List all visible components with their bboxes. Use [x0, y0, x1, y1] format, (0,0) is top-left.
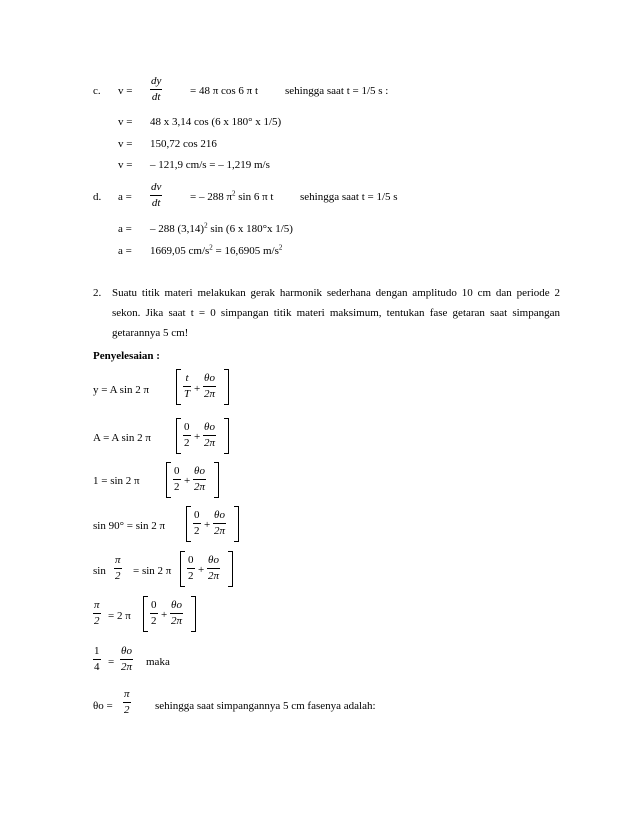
plus-sign: + — [161, 609, 168, 621]
eq7-equals: = — [108, 656, 115, 668]
right-bracket — [228, 551, 233, 587]
left-bracket — [180, 551, 185, 587]
eq2-lhs: A = A sin 2 π — [93, 432, 151, 444]
eq4-lhs: sin 90° = sin 2 π — [93, 520, 166, 532]
problem-text: Suatu titik materi melakukan gerak harmonik sederhana dengan amplitudo 10 cm dan periode 2 sekon. Jika saat t = 0 simpangan titik materi maksimum, tentukan fase getaran saat simpangan getarannya 5 cm! — [112, 287, 560, 339]
part-d-a-eq: a = — [118, 191, 132, 203]
eq7-theta-frac: θo 2π — [121, 645, 133, 673]
eq1-lhs: y = A sin 2 π — [93, 384, 150, 396]
solution-heading: Penyelesaian : — [93, 350, 160, 362]
eq5-pi-frac: π 2 — [115, 554, 121, 582]
plus-sign: + — [184, 475, 191, 487]
eq8-pi-frac: π 2 — [124, 688, 130, 716]
part-d-line2-rhs: 1669,05 $cm/s^2 = 16,6905$ $m/s^2$ — [150, 243, 283, 257]
eq3-frac2: θo 2π — [194, 465, 206, 493]
frac-denominator: dt — [151, 197, 161, 209]
eq5-frac2: θo 2π — [208, 554, 220, 582]
left-bracket — [186, 506, 191, 542]
part-c-line1-lhs: v = — [118, 116, 133, 128]
eq6-frac2: θo 2π — [171, 599, 183, 627]
part-c-v-eq: v = — [118, 85, 133, 97]
eq5-sin: sin — [93, 565, 106, 577]
part-c-condition: sehingga saat t = 1/5 s : — [285, 85, 389, 97]
right-bracket — [224, 418, 229, 454]
left-bracket — [143, 596, 148, 632]
part-c-label: c. — [93, 85, 101, 97]
fraction-bar — [150, 195, 162, 196]
eq5-frac1: 0 2 — [188, 554, 194, 582]
eq6-pi-frac: π 2 — [94, 599, 100, 627]
eq5-rhs: = sin 2 π — [133, 565, 172, 577]
part-d-line1-rhs: – 288 $(3,14)^2$ sin (6 x 180°x 1/5) — [150, 221, 293, 235]
eq3-lhs: 1 = sin 2 π — [93, 475, 140, 487]
right-bracket — [214, 462, 219, 498]
right-bracket — [234, 506, 239, 542]
fraction-bar — [150, 89, 162, 90]
frac-numerator: dy — [151, 75, 162, 87]
part-d-dvdt-fraction — [150, 182, 162, 209]
part-c-line2-rhs: 150,72 cos 216 — [150, 138, 217, 150]
eq7-maka: maka — [146, 656, 170, 668]
left-bracket — [176, 369, 181, 405]
left-bracket — [166, 462, 171, 498]
eq1-frac1: t T — [184, 372, 191, 400]
left-bracket — [176, 418, 181, 454]
frac-denominator: dt — [151, 91, 161, 103]
eq4-frac1: 0 2 — [194, 509, 200, 537]
eq3-frac1: 0 2 — [174, 465, 180, 493]
eq8-text: sehingga saat simpangannya 5 cm fasenya adalah: — [155, 700, 376, 712]
eq6-rhs: = 2 π — [108, 610, 131, 622]
right-bracket — [224, 369, 229, 405]
eq2-frac1: 0 2 — [184, 421, 190, 449]
part-c-line1-rhs: 48 x 3,14 cos (6 x 180° x 1/5) — [150, 116, 282, 128]
right-bracket — [191, 596, 196, 632]
part-c-line3-lhs: v = — [118, 159, 133, 171]
frac-numerator: dv — [151, 181, 162, 193]
part-c-line3-rhs: – 121,9 cm/s = – 1,219 m/s — [150, 159, 270, 171]
part-d-condition: sehingga saat t = 1/5 s — [300, 191, 398, 203]
part-c-dydt-fraction — [150, 76, 162, 103]
part-d-label: d. — [93, 191, 102, 203]
plus-sign: + — [194, 431, 201, 443]
part-c-line2-lhs: v = — [118, 138, 133, 150]
problem-number: 2. — [93, 287, 102, 299]
plus-sign: + — [204, 519, 211, 531]
eq6-frac1: 0 2 — [151, 599, 157, 627]
eq4-frac2: θo 2π — [214, 509, 226, 537]
part-d-line2-lhs: a = — [118, 245, 132, 257]
plus-sign: + — [198, 564, 205, 576]
eq7-frac-quarter: 1 4 — [94, 645, 100, 673]
eq1-frac2: θo 2π — [204, 372, 216, 400]
eq2-frac2: θo 2π — [204, 421, 216, 449]
part-c-rhs: = 48 π cos 6 π t — [190, 85, 259, 97]
part-d-rhs: = – 288 $\pi^2$ sin 6 π t — [190, 189, 274, 203]
eq8-lhs: θo = — [93, 700, 113, 712]
plus-sign: + — [194, 383, 201, 395]
part-d-line1-lhs: a = — [118, 223, 132, 235]
